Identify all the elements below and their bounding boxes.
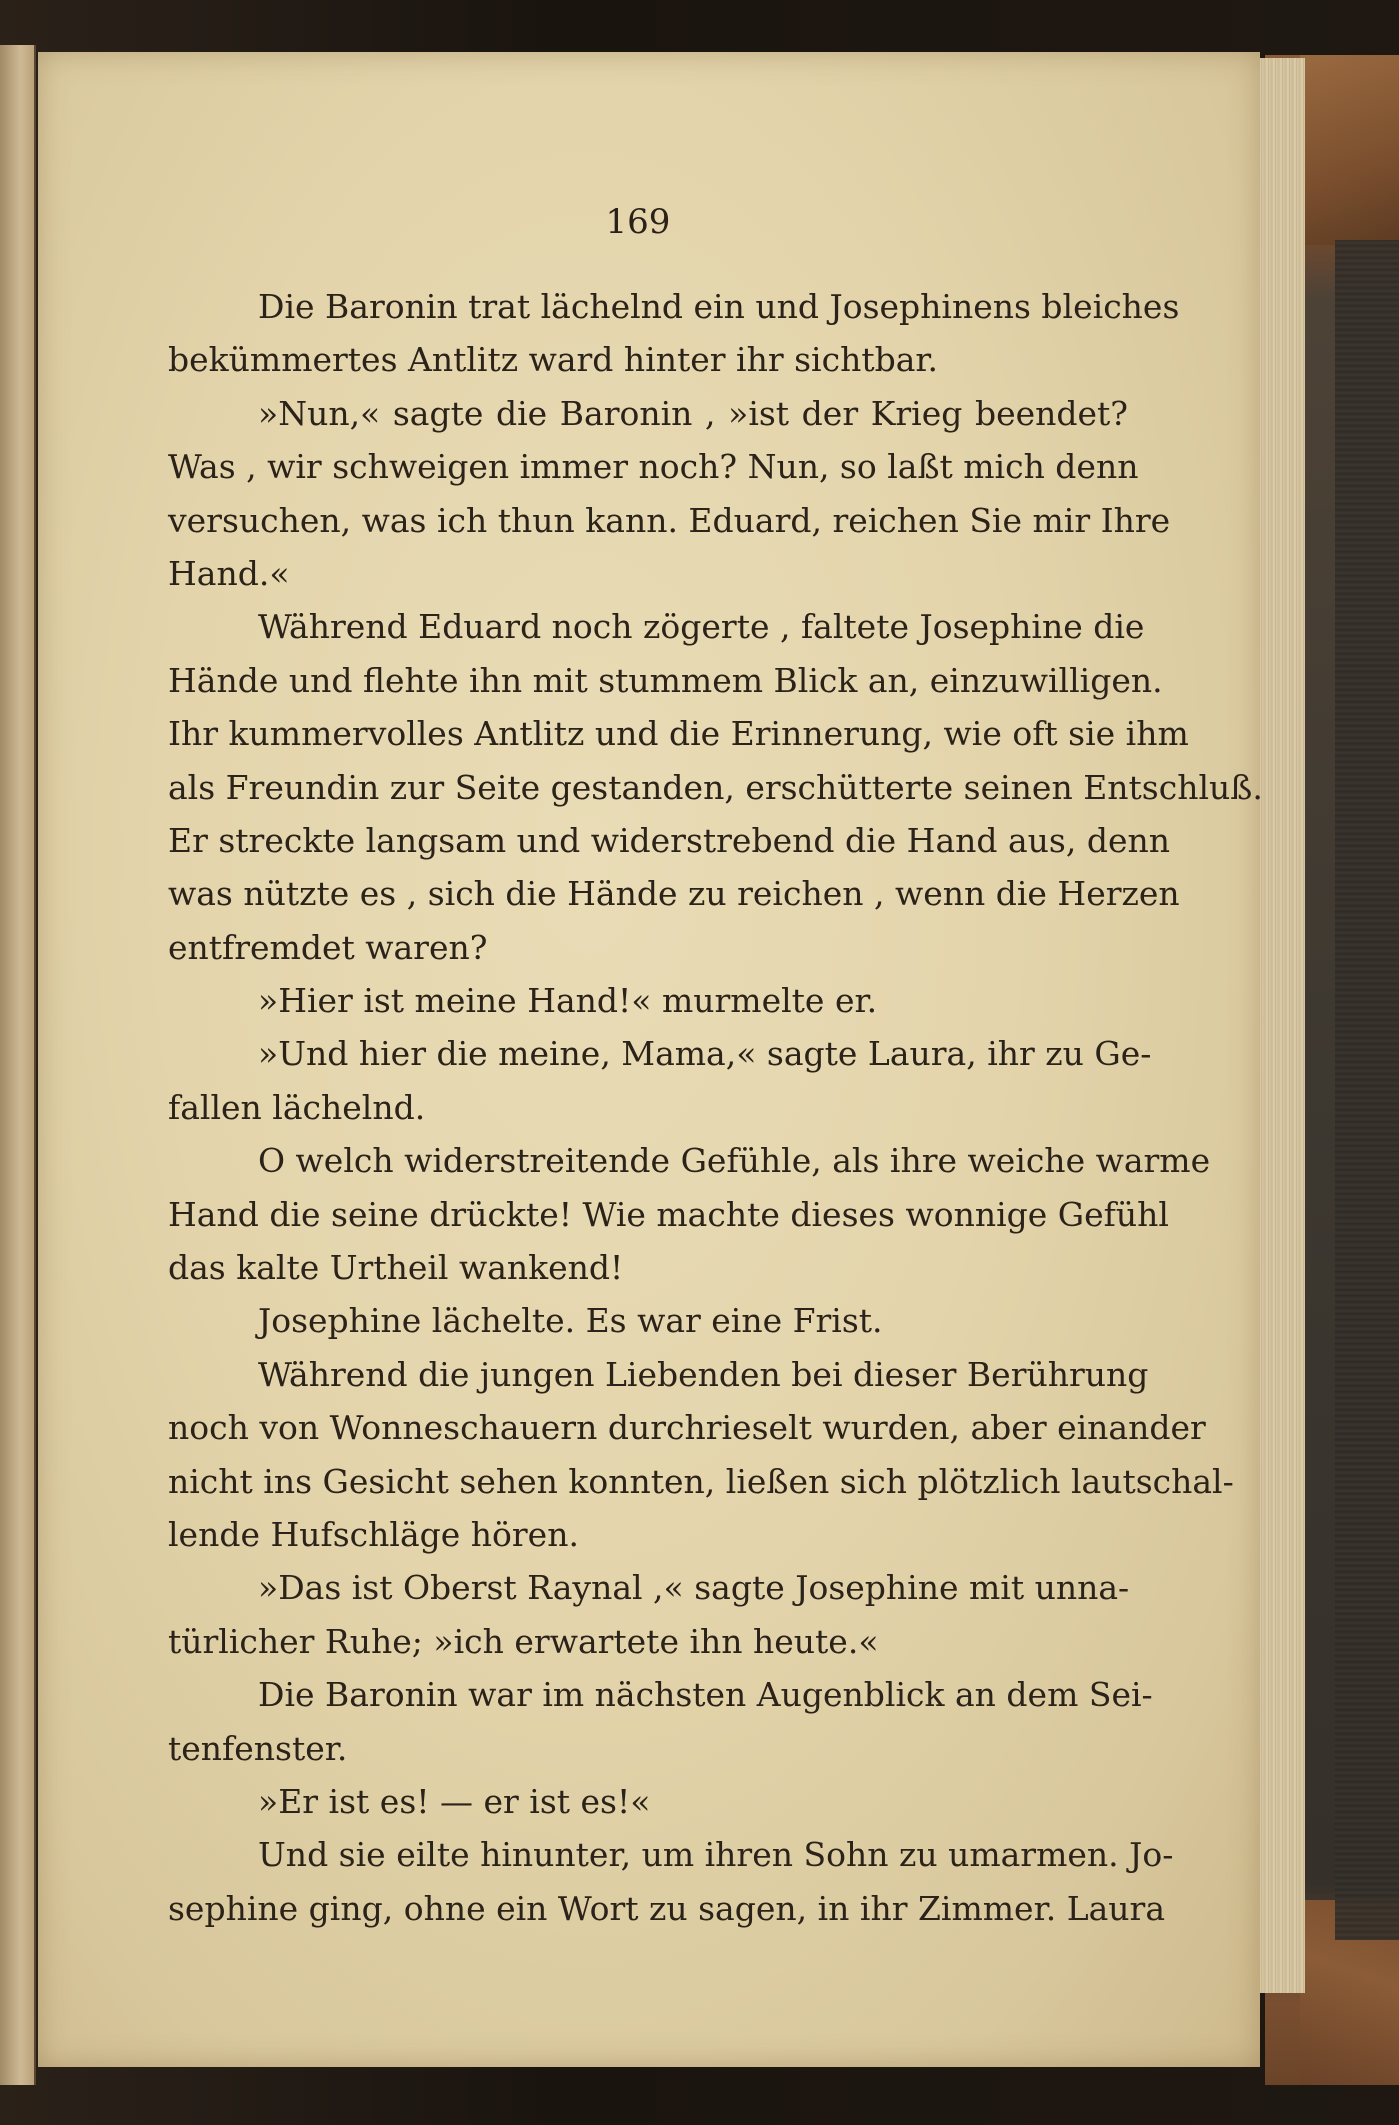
text-line: sephine ging, ohne ein Wort zu sagen, in ihr Zimmer. Laura [168,1888,1166,1928]
text-line: das kalte Urtheil wankend! [168,1248,624,1288]
cover-cloth-texture [1335,240,1399,1940]
text-line: Die Baronin trat lächelnd ein und Josephinens bleiches [258,287,1180,326]
text-line: was nützte es , sich die Hände zu reichen , wenn die Herzen [168,874,1180,914]
book-page [38,52,1263,2067]
text-line: »Hier ist meine Hand!« murmelte er. [258,981,878,1021]
text-line: lende Hufschläge hören. [168,1514,579,1554]
text-line: »Nun,« sagte die Baronin , »ist der Krieg beendet? [258,393,1128,433]
cover-corner-top [1300,55,1399,245]
text-line: tenfenster. [168,1728,348,1768]
text-line: Was , wir schweigen immer noch? Nun, so laßt mich denn [168,447,1139,487]
text-line: entfremdet waren? [168,927,488,967]
text-line: Hand.« [168,553,290,593]
text-line: Und sie eilte hinunter, um ihren Sohn zu umarmen. Jo- [258,1835,1174,1875]
text-line: türlicher Ruhe; »ich erwartete ihn heute.« [168,1621,879,1661]
body-text [168,280,1263,1935]
text-line: O welch widerstreitende Gefühle, als ihre weiche warme [258,1141,1211,1181]
text-line: bekümmertes Antlitz ward hinter ihr sichtbar. [168,340,939,380]
left-page-edge [0,45,36,2085]
text-line: noch von Wonneschauern durchrieselt wurden, aber einander [168,1408,1206,1448]
text-line: Während Eduard noch zögerte , faltete Josephine die [258,607,1145,647]
text-line: »Und hier die meine, Mama,« sagte Laura, ihr zu Ge- [258,1034,1152,1074]
text-line: Während die jungen Liebenden bei dieser Berührung [258,1354,1149,1394]
text-line: Hände und flehte ihn mit stummem Blick an, einzuwilligen. [168,660,1163,700]
text-line: Hand die seine drückte! Wie machte dieses wonnige Gefühl [168,1194,1169,1234]
text-line: als Freundin zur Seite gestanden, erschütterte seinen Entschluß. [168,767,1263,807]
page-number: 169 [605,202,671,242]
text-line: Die Baronin war im nächsten Augenblick an dem Sei- [258,1675,1153,1715]
text-line: versuchen, was ich thun kann. Eduard, reichen Sie mir Ihre [168,500,1171,540]
text-line: Er streckte langsam und widerstrebend die Hand aus, denn [168,820,1171,860]
text-line: Ihr kummervolles Antlitz und die Erinnerung, wie oft sie ihm [168,714,1189,754]
text-line: nicht ins Gesicht sehen konnten, ließen sich plötzlich lautschal- [168,1461,1234,1501]
text-line: fallen lächelnd. [168,1087,426,1127]
text-line: Josephine lächelte. Es war eine Frist. [258,1301,883,1341]
page-block-edges [1255,58,1305,1993]
text-line: »Das ist Oberst Raynal ,« sagte Josephine mit unna- [258,1568,1130,1608]
text-line: »Er ist es! — er ist es!« [258,1781,651,1821]
